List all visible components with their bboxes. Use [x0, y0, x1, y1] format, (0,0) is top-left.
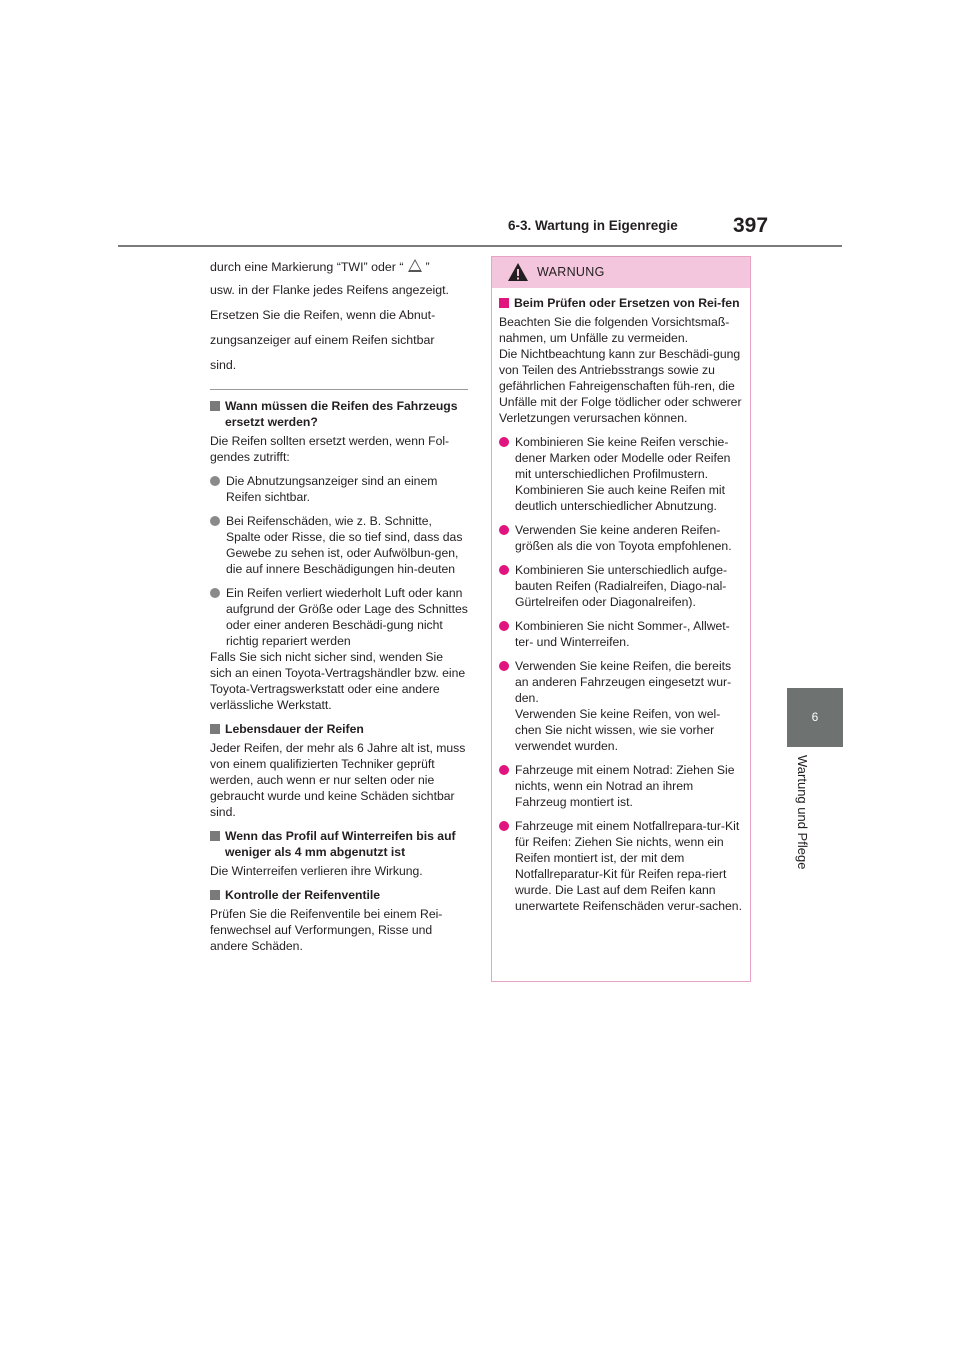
left-column: [210, 258, 468, 962]
bullet-icon: [499, 565, 509, 575]
chapter-title: Wartung und Pflege: [795, 755, 810, 870]
list-item: [499, 522, 742, 554]
section-heading-lifetime: [210, 721, 468, 737]
square-bullet-icon: [210, 401, 220, 411]
list-item: [499, 434, 742, 514]
list-item: [499, 618, 742, 650]
paragraph: Prüfen Sie die Reifenventile bei einem Rei-fenwechsel auf Verformungen, Risse und andere Schäden.: [210, 907, 443, 953]
page-number: 397: [733, 214, 769, 237]
paragraph: Beachten Sie die folgenden Vorsichtsmaß-nahmen, um Unfälle zu vermeiden.: [499, 315, 730, 345]
list-item-text: Kombinieren Sie keine Reifen verschie-dener Marken oder Modelle oder Reifen mit unterschiedlichen Profilmustern. Kombinieren Sie auch keine Reifen mit deutlich unterschiedlicher Abnutzung.: [515, 435, 731, 513]
list-item: [210, 513, 468, 577]
list-item: [499, 762, 742, 810]
list-item-text: Die Abnutzungsanzeiger sind an einem Reifen sichtbar.: [226, 474, 438, 504]
warning-header: [492, 257, 750, 288]
header-rule: [118, 245, 842, 247]
section-heading-winter: [210, 828, 468, 860]
list-item: [210, 473, 468, 505]
chapter-label: [795, 755, 815, 885]
list-item: [499, 658, 742, 754]
list-item-text: Kombinieren Sie unterschiedlich aufge-bauten Reifen (Radialreifen, Diago-nal-Gürtelreifen oder Diagonalreifen).: [515, 563, 728, 609]
warning-box: [491, 256, 751, 982]
intro-line-0: [210, 258, 468, 277]
section-title: 6-3. Wartung in Eigenregie: [508, 218, 678, 233]
square-bullet-icon: [499, 298, 509, 308]
heading-text: Wenn das Profil auf Winterreifen bis auf weniger als 4 mm abgenutzt ist: [225, 829, 456, 859]
bullet-icon: [499, 661, 509, 671]
intro-line-1: usw. in der Flanke jedes Reifens angezeigt.: [210, 283, 450, 297]
paragraph: Jeder Reifen, der mehr als 6 Jahre alt ist, muss von einem qualifizierten Techniker geprüft werden, auch wenn er nur selten oder nie gebraucht wurde und keine Schäden sichtbar sind.: [210, 741, 466, 819]
heading-text: Lebensdauer der Reifen: [225, 722, 364, 736]
list-item: [210, 585, 468, 649]
warning-triangle-icon: [507, 262, 529, 282]
paragraph: Die Reifen sollten ersetzt werden, wenn Fol-gendes zutrifft:: [210, 434, 450, 464]
chapter-tab: 6: [787, 688, 843, 747]
intro-text: [210, 258, 468, 375]
heading-text: Wann müssen die Reifen des Fahrzeugs ersetzt werden?: [225, 399, 458, 429]
heading-text: Kontrolle der Reifenventile: [225, 888, 381, 902]
paragraph: Die Nichtbeachtung kann zur Beschädi-gung von Teilen des Antriebsstrangs sowie zu gefährlichen Fahreigenschaften füh-ren, die Unfälle mit der Folge tödlicher oder schwerer Verletzungen verursachen können.: [499, 347, 742, 425]
warning-title: WARNUNG: [537, 265, 605, 279]
bullet-icon: [499, 437, 509, 447]
bullet-icon: [210, 516, 220, 526]
list-item: [499, 562, 742, 610]
list-item-text: Fahrzeuge mit einem Notfallrepara-tur-Kit für Reifen: Ziehen Sie nichts, wenn ein Reifen montiert ist, der mit dem Notfallreparatur-Kit für Reifen repa-riert wurde. Die Last auf dem Reifen kann unerwartete Reifenschäden verur-sachen.: [515, 819, 742, 913]
intro-after: ”: [425, 260, 430, 274]
list-item-text: Kombinieren Sie nicht Sommer-, Allwet-ter- und Winterreifen.: [515, 619, 730, 649]
square-bullet-icon: [210, 831, 220, 841]
paragraph: Die Winterreifen verlieren ihre Wirkung.: [210, 864, 423, 878]
intro-line-3: zungsanzeiger auf einem Reifen sichtbar: [210, 333, 435, 347]
warning-body: [492, 288, 750, 914]
intro-before: durch eine Markierung “TWI” oder “: [210, 260, 404, 274]
section-heading-valves: [210, 887, 468, 903]
warning-heading: [499, 295, 742, 311]
square-bullet-icon: [210, 724, 220, 734]
heading-text: Beim Prüfen oder Ersetzen von Rei-fen: [514, 296, 740, 310]
bullet-icon: [499, 765, 509, 775]
list-item-text: Verwenden Sie keine anderen Reifen-größen als die von Toyota empfohlenen.: [515, 523, 732, 553]
list-item-text: Fahrzeuge mit einem Notrad: Ziehen Sie nichts, wenn ein Notrad an ihrem Fahrzeug montiert ist.: [515, 763, 735, 809]
intro-line-4: sind.: [210, 358, 237, 372]
divider: [210, 389, 468, 390]
list-item: [499, 818, 742, 914]
list-item-line: Verwenden Sie keine Reifen, die bereits an anderen Fahrzeugen eingesetzt wur-den.: [515, 659, 732, 705]
bullet-icon: [499, 525, 509, 535]
list-item-text: Ein Reifen verliert wiederholt Luft oder kann aufgrund der Größe oder Lage des Schnittes oder einer anderen Beschädi-gung nicht richtig repariert werden: [226, 586, 468, 648]
triangle-mark-icon: [408, 259, 422, 272]
paragraph: Falls Sie sich nicht sicher sind, wenden Sie sich an einen Toyota-Vertragshändler bzw. eine Toyota-Vertragswerkstatt oder eine andere verlässliche Werkstatt.: [210, 650, 466, 712]
square-bullet-icon: [210, 890, 220, 900]
bullet-icon: [210, 476, 220, 486]
list-item-text: [515, 658, 742, 754]
list-item-line: Verwenden Sie keine Reifen, von wel-chen Sie nicht wissen, wie sie vorher verwendet wurden.: [515, 707, 721, 753]
list-item-text: Bei Reifenschäden, wie z. B. Schnitte, Spalte oder Risse, die so tief sind, dass das Gewebe zu sehen ist, oder Aufwölbun-gen, die auf innere Beschädigungen hin-deuten: [226, 514, 463, 576]
intro-line-2: Ersetzen Sie die Reifen, wenn die Abnut-: [210, 308, 436, 322]
bullet-icon: [210, 588, 220, 598]
section-heading-replace: [210, 398, 468, 430]
bullet-icon: [499, 821, 509, 831]
bullet-icon: [499, 621, 509, 631]
